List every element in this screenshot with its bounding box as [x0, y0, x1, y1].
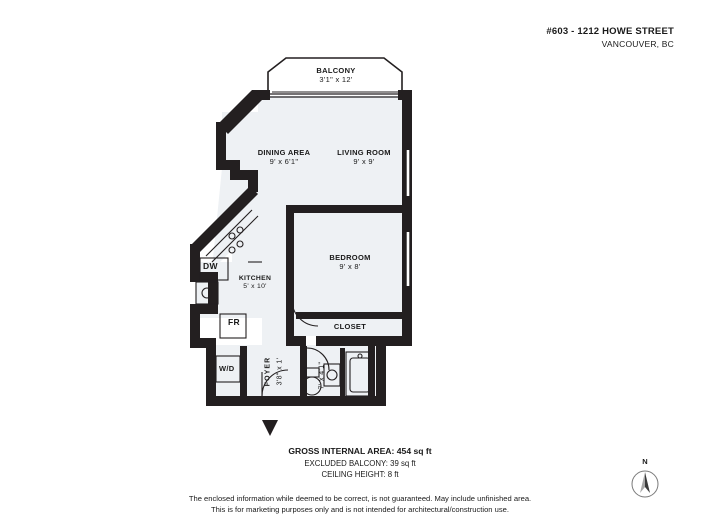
room-label-foyer: FOYER	[264, 356, 272, 387]
sliding-door-balcony	[270, 94, 398, 97]
compass-north-label: N	[642, 457, 648, 466]
property-city: VANCOUVER, BC	[601, 38, 674, 49]
compass-needle-icon	[628, 467, 662, 501]
room-label-bedroom: BEDROOM 9' x 8'	[329, 253, 371, 272]
excluded-balcony: EXCLUDED BALCONY: 39 sq ft	[304, 459, 416, 468]
plan-footer	[0, 446, 720, 516]
ceiling-height: CEILING HEIGHT: 8 ft	[321, 470, 399, 479]
room-label-living-room: LIVING ROOM 9' x 9'	[337, 148, 391, 167]
tag-dishwasher: DW	[203, 261, 218, 271]
room-label-bathroom: 7' x 4'1"	[318, 361, 326, 390]
gross-internal-area: GROSS INTERNAL AREA: 454 sq ft	[288, 446, 432, 456]
property-address: #603 - 1212 HOWE STREET	[546, 26, 674, 37]
tag-washer-dryer: W/D	[219, 364, 235, 373]
tag-fridge: FR	[228, 317, 240, 327]
room-label-balcony: BALCONY 3'1" x 12'	[316, 66, 356, 85]
disclaimer-line-2: This is for marketing purposes only and is not intended for architectural/construction use.	[211, 505, 509, 515]
room-label-foyer-dim: 3'8" x 1'	[276, 357, 284, 386]
compass-rose	[622, 457, 668, 505]
room-label-closet: CLOSET	[333, 322, 367, 331]
entry-arrow	[262, 420, 278, 436]
room-label-kitchen: KITCHEN 5' x 10'	[238, 275, 272, 291]
room-label-dining-area: DINING AREA 9' x 6'1"	[257, 148, 311, 167]
disclaimer-line-1: The enclosed information while deemed to be correct, is not guaranteed. May include unfinished area.	[188, 494, 532, 503]
